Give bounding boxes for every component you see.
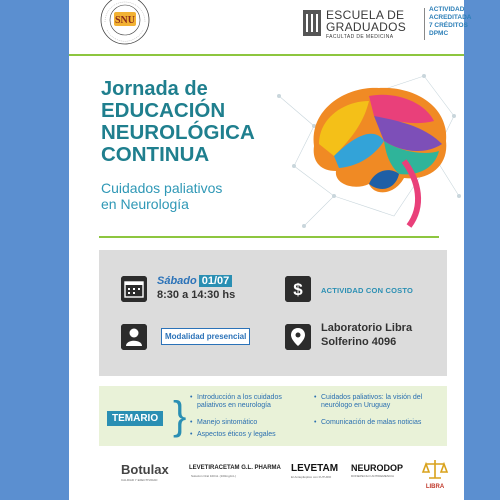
cost-label: ACTIVIDAD CON COSTO: [321, 286, 413, 295]
date-row: [157, 275, 232, 287]
subtitle-line2: en Neurología: [101, 196, 189, 212]
page-title: [101, 78, 255, 166]
calendar-icon: [121, 276, 147, 302]
subtitle: [101, 180, 222, 212]
school-line3: FACULTAD DE MEDICINA: [326, 34, 394, 40]
title-line4: CONTINUA: [101, 143, 210, 166]
sponsor-botulax-tagline: CALIDAD Y EFECTIVIDAD: [121, 478, 158, 482]
sponsor-bar: [99, 454, 459, 494]
sponsor-neurodop-sub: DONEPECILO ANTIDEMENCIA: [351, 474, 395, 478]
modality-badge: Modalidad presencial: [161, 328, 250, 345]
topic-item: • Cuidados paliativos: la visión del neurólogo en Uruguay: [321, 394, 443, 410]
event-time: 8:30 a 14:30 hs: [157, 289, 236, 301]
event-poster: [69, 0, 472, 500]
header-right: [302, 2, 472, 42]
topic-item: • Aspectos éticos y legales: [197, 431, 312, 439]
accreditation-text: [429, 6, 472, 38]
accreditation-line: 7 CRÉDITOS: [429, 22, 468, 29]
school-line2: GRADUADOS: [326, 20, 407, 34]
event-info-box: [99, 250, 447, 376]
venue-name: Laboratorio Libra: [321, 322, 413, 334]
middle-divider: [99, 236, 439, 238]
dollar-icon: [285, 276, 311, 302]
sponsor-levetam: LEVETAM: [291, 463, 339, 474]
seal-acronym: SNU: [114, 15, 136, 26]
accreditation-line: ACREDITADA: [429, 14, 472, 21]
subtitle-line1: Cuidados paliativos: [101, 180, 223, 196]
sponsor-libra: LIBRA: [425, 484, 445, 490]
school-line1: ESCUELA DE: [326, 8, 405, 22]
person-icon: [121, 324, 147, 350]
accreditation-line: ACTIVIDAD: [429, 6, 465, 13]
svg-text:$: $: [293, 280, 303, 299]
brace-icon: }: [173, 394, 187, 438]
sponsor-botulax: Botulax: [121, 462, 169, 477]
title-line2: EDUCACIÓN: [101, 99, 226, 122]
event-day: Sábado: [157, 275, 197, 287]
snu-seal-logo: [95, 0, 155, 50]
libra-scale-icon: [421, 456, 449, 490]
event-date: 01/07: [199, 275, 233, 287]
temario-box: [99, 386, 447, 446]
sponsor-levetiracetam-sub: Solución Oral 100ml. (100mg/mL): [191, 474, 236, 478]
accreditation-line: DPMC: [429, 30, 449, 37]
temario-label: TEMARIO: [107, 411, 163, 426]
topic-item: • Manejo sintomático: [197, 419, 312, 427]
title-line3: NEUROLÓGICA: [101, 121, 255, 144]
topic-item: • Comunicación de malas noticias: [321, 419, 443, 427]
brain-illustration: [274, 56, 464, 236]
sponsor-levetiracetam: LEVETIRACETAM G.L. PHARMA: [189, 465, 281, 471]
location-pin-icon: [285, 324, 311, 350]
header-divider: [424, 8, 425, 40]
school-building-icon: [302, 8, 322, 38]
sponsor-levetam-sub: El Antiepiléptico con FUTURO: [291, 475, 332, 479]
title-line1: Jornada de: [101, 78, 208, 100]
sponsor-neurodop: NEURODOP: [351, 463, 404, 473]
school-name: [326, 9, 406, 40]
venue-address: Solferino 4096: [321, 336, 397, 348]
topic-item: • Introducción a los cuidados paliativos en neurología: [197, 394, 312, 410]
